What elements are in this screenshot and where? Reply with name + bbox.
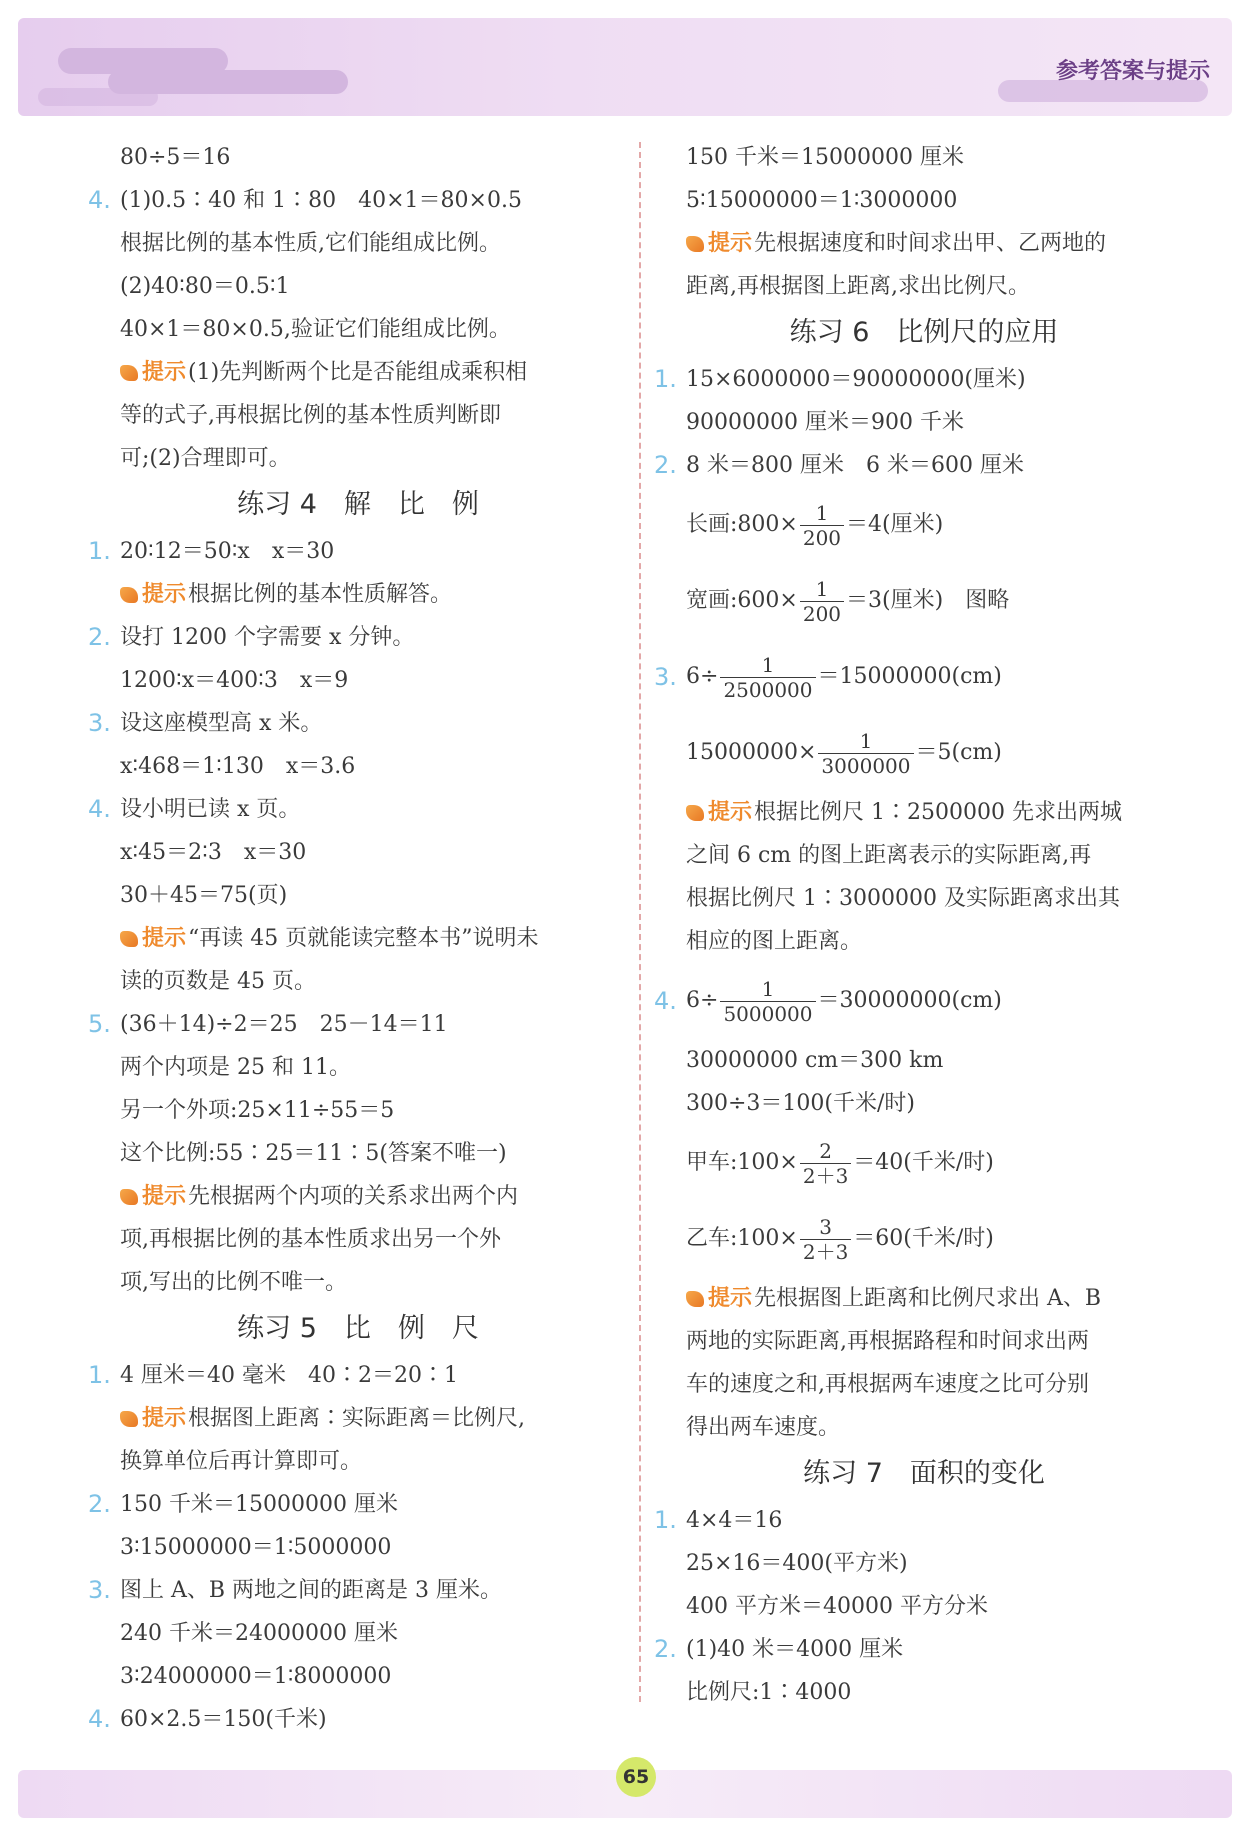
denominator: 2＋3 (802, 1163, 849, 1188)
expr-suffix: ＝15000000(cm) (817, 664, 1002, 689)
denominator: 5000000 (723, 1001, 813, 1026)
denominator: 200 (802, 525, 842, 550)
question-number: 4. (88, 186, 111, 214)
fraction (720, 653, 815, 702)
tip-label: 提示 (142, 1406, 187, 1431)
numerator: 1 (800, 501, 844, 526)
expr-suffix: ＝30000000(cm) (817, 988, 1002, 1013)
fraction (800, 1139, 851, 1188)
expr-prefix: 6÷ (686, 664, 719, 689)
answer-text: 设这座模型高 x 米。 (120, 711, 323, 736)
answer-line: 300÷3＝100(千米/时) (686, 1091, 915, 1116)
right-column (654, 136, 1194, 1714)
question-number: 3. (88, 709, 111, 737)
tip-text: 根据比例尺 1∶2500000 先求出两城 (754, 800, 1122, 825)
tip-icon (686, 236, 704, 252)
fraction-line (654, 715, 1194, 791)
header-band (18, 18, 1232, 116)
question-number: 2. (88, 1490, 111, 1518)
tip-text: 根据图上距离∶实际距离＝比例尺, (188, 1406, 526, 1431)
answer-text: 20∶12＝50∶x x＝30 (120, 539, 335, 564)
answer-text: 60×2.5＝150(千米) (120, 1707, 327, 1732)
answer-text: (36＋14)÷2＝25 25－14＝11 (120, 1012, 448, 1037)
answer-line: 1200∶x＝400∶3 x＝9 (120, 668, 349, 693)
tip-line (88, 1397, 628, 1440)
answer-line: 3∶24000000＝1∶8000000 (120, 1664, 392, 1689)
expr-prefix: 甲车:100× (686, 1150, 798, 1175)
tip-text: 先根据速度和时间求出甲、乙两地的 (754, 231, 1107, 256)
expr-prefix: 宽画:600× (686, 588, 798, 613)
tip-line: 等的式子,再根据比例的基本性质判断即 (120, 403, 501, 428)
page-number: 65 (616, 1757, 656, 1797)
question-number: 1. (88, 1361, 111, 1389)
fraction-line (654, 1201, 1194, 1277)
answer-line: 根据比例的基本性质,它们能组成比例。 (120, 231, 501, 256)
expr-suffix: ＝4(厘米) (846, 512, 944, 537)
question-number: 1. (654, 1506, 677, 1534)
answer-line: 400 平方米＝40000 平方分米 (686, 1594, 988, 1619)
tip-icon (120, 587, 138, 603)
answer-line (88, 702, 628, 745)
question-number: 3. (88, 1576, 111, 1604)
tip-icon (120, 1411, 138, 1427)
answer-line: 90000000 厘米＝900 千米 (686, 410, 964, 435)
answer-text: 设小明已读 x 页。 (120, 797, 301, 822)
answer-text: 4 厘米＝40 毫米 40∶2＝20∶1 (120, 1363, 458, 1388)
tip-line: 根据比例尺 1∶3000000 及实际距离求出其 (686, 886, 1120, 911)
question-number: 2. (88, 623, 111, 651)
answer-line: (2)40∶80＝0.5∶1 (120, 274, 290, 299)
question-number: 2. (654, 451, 677, 479)
answer-line (88, 788, 628, 831)
question-number: 4. (88, 1705, 111, 1733)
numerator: 2 (800, 1139, 851, 1164)
answer-text: 150 千米＝15000000 厘米 (120, 1492, 398, 1517)
question-number: 4. (654, 987, 677, 1015)
answer-line: x∶468＝1∶130 x＝3.6 (120, 754, 356, 779)
section-heading: 练习 5 比 例 尺 (237, 1313, 479, 1344)
answer-line: 3∶15000000＝1∶5000000 (120, 1535, 392, 1560)
expr-prefix: 15000000× (686, 740, 817, 765)
tip-label: 提示 (142, 582, 187, 607)
answer-line (88, 1003, 628, 1046)
answer-line (654, 1628, 1194, 1671)
tip-label: 提示 (142, 360, 187, 385)
fraction-line (654, 487, 1194, 563)
answer-line: 另一个外项:25×11÷55＝5 (120, 1098, 395, 1123)
answer-line: 30000000 cm＝300 km (686, 1048, 944, 1073)
numerator: 1 (720, 977, 815, 1002)
tip-label: 提示 (142, 926, 187, 951)
fraction-line (654, 1125, 1194, 1201)
expr-suffix: ＝40(千米/时) (853, 1150, 994, 1175)
answer-line (88, 179, 628, 222)
answer-line (88, 1354, 628, 1397)
answer-text: (1)40 米＝4000 厘米 (686, 1637, 904, 1662)
question-number: 1. (654, 365, 677, 393)
denominator: 2500000 (723, 677, 813, 702)
answer-line: 5∶15000000＝1∶3000000 (686, 188, 958, 213)
expr-prefix: 长画:800× (686, 512, 798, 537)
tip-line: 之间 6 cm 的图上距离表示的实际距离,再 (686, 843, 1092, 868)
tip-line: 距离,再根据图上距离,求出比例尺。 (686, 274, 1030, 299)
denominator: 200 (802, 601, 842, 626)
question-number: 2. (654, 1635, 677, 1663)
tip-line: 车的速度之和,再根据两车速度之比可分别 (686, 1372, 1089, 1397)
answer-line (654, 444, 1194, 487)
tip-line: 项,写出的比例不唯一。 (120, 1270, 347, 1295)
denominator: 2＋3 (802, 1239, 849, 1264)
fraction (720, 977, 815, 1026)
tip-icon (120, 365, 138, 381)
answer-line (654, 1499, 1194, 1542)
tip-icon (120, 931, 138, 947)
left-column (88, 136, 628, 1741)
tip-line: 可;(2)合理即可。 (120, 446, 291, 471)
tip-line (88, 573, 628, 616)
tip-icon (686, 805, 704, 821)
section-heading: 练习 6 比例尺的应用 (789, 317, 1059, 348)
answer-line: 40×1＝80×0.5,验证它们能组成比例。 (120, 317, 511, 342)
answer-text: 图上 A、B 两地之间的距离是 3 厘米。 (120, 1578, 503, 1603)
expr-prefix: 6÷ (686, 988, 719, 1013)
tip-line: 项,再根据比例的基本性质求出另一个外 (120, 1227, 501, 1252)
tip-line (88, 1175, 628, 1218)
expr-suffix: ＝5(cm) (915, 740, 1002, 765)
column-divider (639, 142, 641, 1702)
section-heading: 练习 7 面积的变化 (803, 1458, 1045, 1489)
question-number: 1. (88, 537, 111, 565)
expr-suffix: ＝3(厘米) 图略 (846, 588, 1010, 613)
answer-line (88, 616, 628, 659)
answer-line (88, 1698, 628, 1741)
tip-line (88, 351, 628, 394)
tip-icon (120, 1189, 138, 1205)
expr-suffix: ＝60(千米/时) (853, 1226, 994, 1251)
question-number: 3. (654, 663, 677, 691)
tip-line: 得出两车速度。 (686, 1415, 841, 1440)
fraction (818, 729, 913, 778)
tip-line: 相应的图上距离。 (686, 929, 863, 954)
answer-line: 比例尺:1∶4000 (686, 1680, 852, 1705)
fraction (800, 501, 844, 550)
question-number: 4. (88, 795, 111, 823)
tip-text: (1)先判断两个比是否能组成乘积相 (188, 360, 528, 385)
tip-label: 提示 (142, 1184, 187, 1209)
fraction-line (654, 963, 1194, 1039)
numerator: 1 (800, 577, 844, 602)
answer-text: (1)0.5∶40 和 1∶80 40×1＝80×0.5 (120, 188, 522, 213)
question-number: 5. (88, 1010, 111, 1038)
answer-line: 240 千米＝24000000 厘米 (120, 1621, 398, 1646)
expr-prefix: 乙车:100× (686, 1226, 798, 1251)
answer-line (88, 1483, 628, 1526)
answer-line: 150 千米＝15000000 厘米 (686, 145, 964, 170)
answer-line: x∶45＝2∶3 x＝30 (120, 840, 307, 865)
answer-line: 30＋45＝75(页) (120, 883, 288, 908)
answer-line: 80÷5＝16 (120, 145, 231, 170)
tip-text: 先根据图上距离和比例尺求出 A、B (754, 1286, 1102, 1311)
answer-line: 这个比例:55∶25＝11∶5(答案不唯一) (120, 1141, 507, 1166)
tip-text: “再读 45 页就能读完整本书”说明未 (188, 926, 539, 951)
tip-line: 读的页数是 45 页。 (120, 969, 316, 994)
answer-line: 25×16＝400(平方米) (686, 1551, 908, 1576)
answer-line (88, 530, 628, 573)
numerator: 3 (800, 1215, 851, 1240)
tip-icon (686, 1291, 704, 1307)
tip-line: 换算单位后再计算即可。 (120, 1449, 363, 1474)
answer-line: 两个内项是 25 和 11。 (120, 1055, 351, 1080)
tip-text: 先根据两个内项的关系求出两个内 (188, 1184, 519, 1209)
fraction-line (654, 563, 1194, 639)
tip-line (654, 222, 1194, 265)
tip-line (88, 917, 628, 960)
answer-text: 设打 1200 个字需要 x 分钟。 (120, 625, 415, 650)
header-title: 参考答案与提示 (1055, 59, 1210, 84)
tip-line: 两地的实际距离,再根据路程和时间求出两 (686, 1329, 1089, 1354)
numerator: 1 (720, 653, 815, 678)
numerator: 1 (818, 729, 913, 754)
answer-line (88, 1569, 628, 1612)
tip-line (654, 791, 1194, 834)
answer-text: 4×4＝16 (686, 1508, 783, 1533)
fraction (800, 577, 844, 626)
denominator: 3000000 (821, 753, 911, 778)
tip-label: 提示 (708, 1286, 753, 1311)
section-heading: 练习 4 解 比 例 (237, 489, 479, 520)
answer-text: 15×6000000＝90000000(厘米) (686, 367, 1026, 392)
fraction-line (654, 639, 1194, 715)
tip-label: 提示 (708, 231, 753, 256)
tip-label: 提示 (708, 800, 753, 825)
answer-text: 8 米＝800 厘米 6 米＝600 厘米 (686, 453, 1024, 478)
answer-line (654, 358, 1194, 401)
tip-line (654, 1277, 1194, 1320)
fraction (800, 1215, 851, 1264)
tip-text: 根据比例的基本性质解答。 (188, 582, 453, 607)
